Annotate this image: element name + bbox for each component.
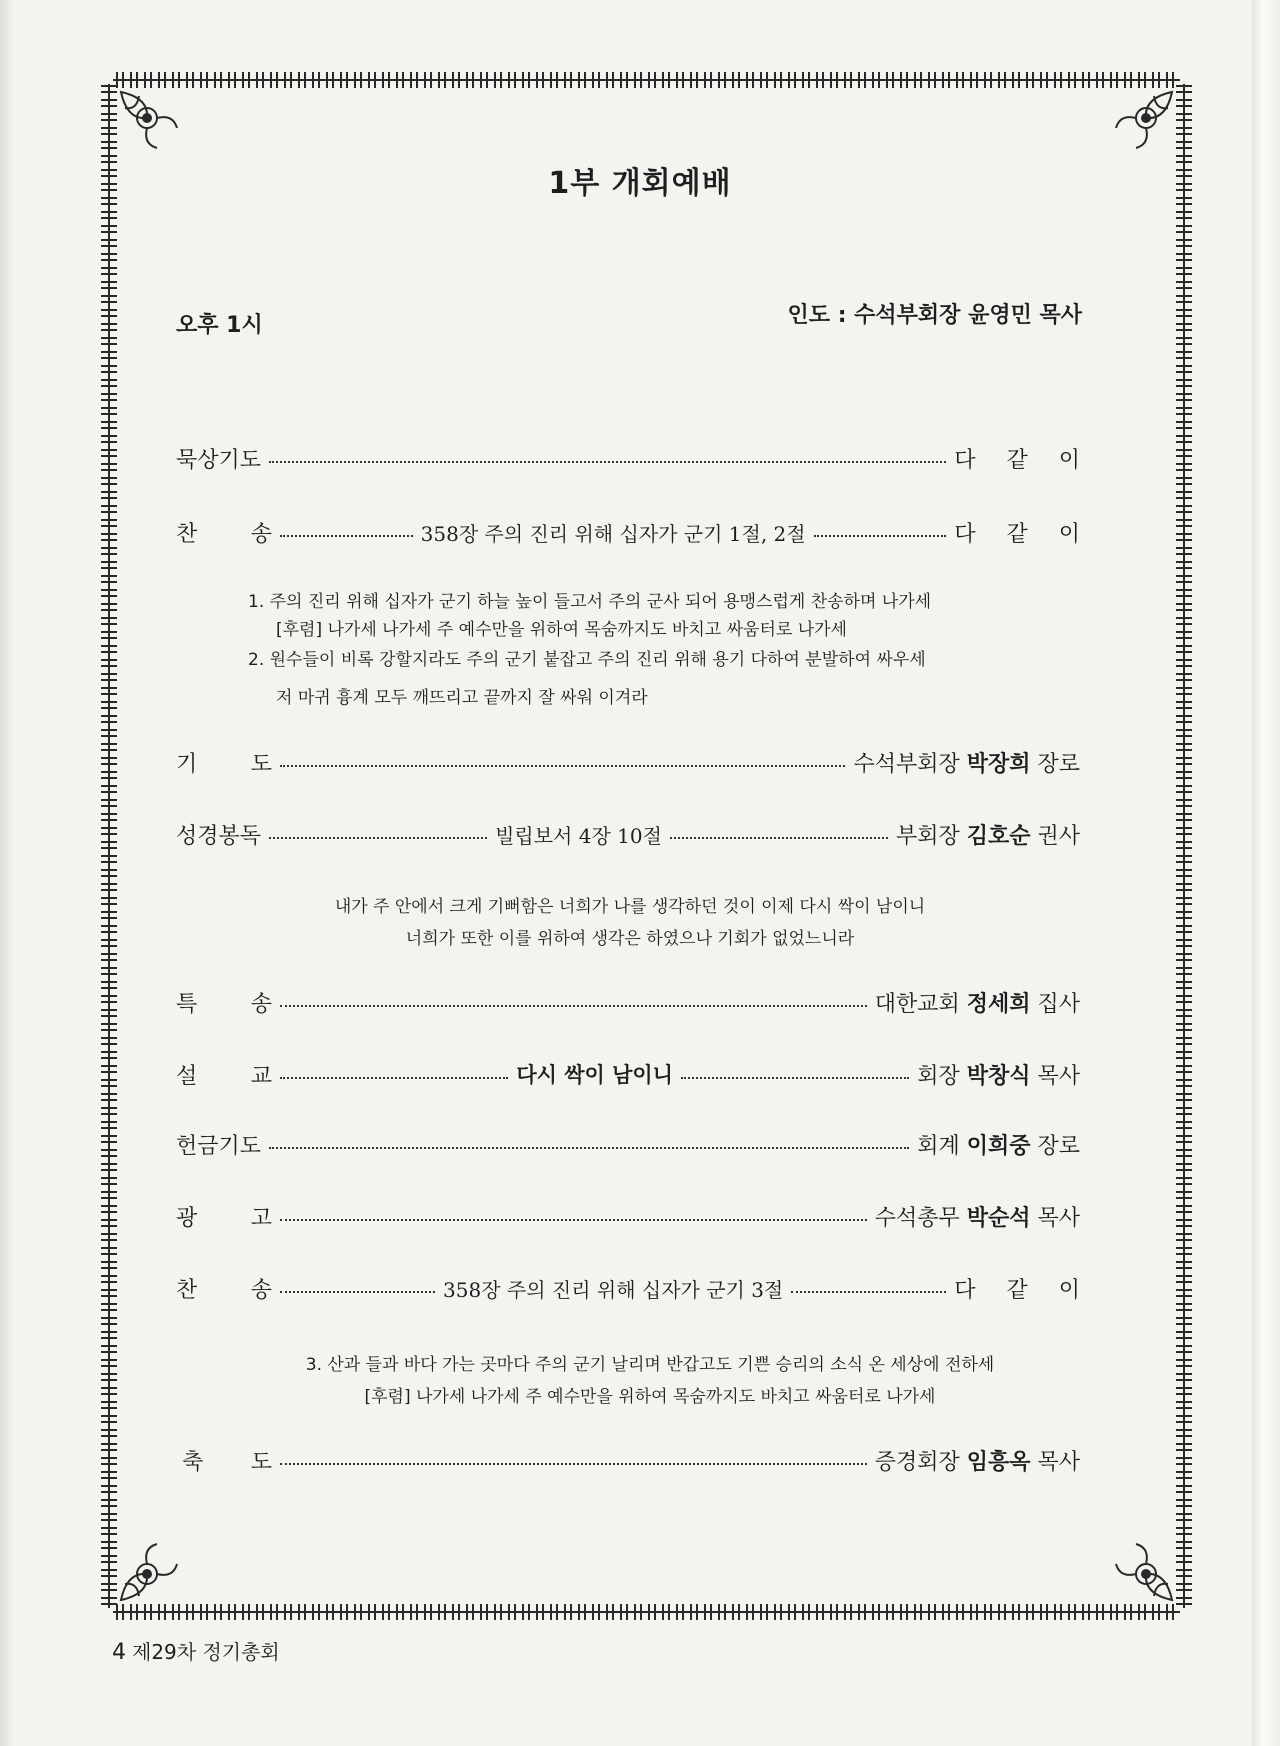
program-performer: [875, 987, 1080, 1018]
page-number: 4: [112, 1640, 126, 1665]
performer-title: 수석총무: [874, 1205, 967, 1231]
label-char: 교: [250, 1063, 272, 1089]
dot-leader: [280, 1219, 867, 1221]
scripture-line: 너희가 또한 이를 위하여 생각은 하였으나 기회가 없었느니라: [405, 929, 855, 949]
hymn-verse-line: 1. 주의 진리 위해 십자가 군기 하늘 높이 들고서 주의 군사 되어 용맹스럽게 찬송하며 나가세: [248, 592, 932, 612]
page-footer: [112, 1636, 280, 1665]
program-label: 성경봉독: [176, 823, 262, 849]
scripture-line: 내가 주 안에서 크게 기뻐함은 너희가 나를 생각하던 것이 이제 다시 싹이 남이니: [334, 897, 926, 917]
sermon-title: 다시 싹이 남이니: [516, 1063, 673, 1087]
dot-leader: [280, 1463, 867, 1465]
performer-name: 정세희: [966, 991, 1031, 1017]
label-char: 특: [176, 991, 198, 1017]
program-label: [176, 747, 272, 778]
program-row: [176, 1198, 1080, 1234]
performer-title: 부회장: [895, 823, 967, 849]
page-gutter: [1252, 0, 1280, 1746]
performer-name: 박순석: [966, 1205, 1031, 1231]
program-label: 묵상기도: [176, 447, 262, 473]
dot-leader: [670, 837, 888, 839]
label-char: 송: [250, 991, 272, 1017]
hymn-verse-line: [후렴] 나가세 나가세 주 예수만을 위하여 목숨까지도 바치고 싸움터로 나가세: [364, 1387, 936, 1407]
chain-border-left: [101, 84, 117, 1608]
dot-leader: [681, 1077, 909, 1079]
event-name: 제29차 정기총회: [132, 1640, 280, 1664]
label-char: 축: [182, 1449, 204, 1475]
dot-leader: [280, 535, 413, 537]
program-performer: [917, 1059, 1080, 1090]
program-performer: 다 같 이: [954, 1277, 1093, 1303]
performer-role: 권사: [1030, 823, 1080, 849]
dot-leader: [269, 461, 946, 463]
program-performer: [853, 747, 1080, 778]
program-row: [182, 1442, 1080, 1478]
performer-role: 장로: [1030, 751, 1080, 777]
label-char: 기: [176, 751, 198, 777]
label-char: 송: [250, 521, 272, 547]
chain-border-right: [1176, 84, 1192, 1608]
performer-name: 이희중: [966, 1133, 1031, 1159]
program-row: [176, 514, 1092, 550]
dot-leader: [814, 535, 947, 537]
performer-name: 김호순: [966, 823, 1031, 849]
program-row: [176, 816, 1080, 852]
performer-role: 목사: [1030, 1449, 1080, 1475]
dot-leader: [269, 837, 487, 839]
performer-title: 수석부회장: [853, 751, 967, 777]
label-char: 찬: [176, 521, 198, 547]
hymn-verse-line: 2. 원수들이 비록 강할지라도 주의 군기 붙잡고 주의 진리 위해 용기 다하여 분발하여 싸우세: [248, 650, 926, 670]
program-performer: [917, 1129, 1080, 1160]
performer-title: 회계: [917, 1133, 967, 1159]
page-title: 1부 개회예배: [548, 166, 732, 201]
dot-leader: [280, 1005, 867, 1007]
program-performer: 다 같 이: [954, 447, 1092, 473]
program-detail: 358장 주의 진리 위해 십자가 군기 1절, 2절: [420, 521, 806, 546]
program-label: [176, 1059, 272, 1090]
corner-ornament-icon: [1112, 1540, 1176, 1604]
program-label: [176, 517, 272, 548]
label-char: 도: [250, 751, 272, 777]
dot-leader: [280, 1077, 508, 1079]
hymn-verse-line: 3. 산과 들과 바다 가는 곳마다 주의 군기 날리며 반갑고도 기쁜 승리의 소식 온 세상에 전하세: [305, 1355, 995, 1375]
program-row: [176, 1270, 1093, 1306]
program-label: 헌금기도: [176, 1133, 262, 1159]
program-detail: 빌립보서 4장 10절: [495, 823, 662, 848]
label-char: 광: [176, 1205, 198, 1231]
dot-leader: [269, 1147, 909, 1149]
service-time: 오후 1시: [176, 313, 263, 338]
dot-leader: [280, 1291, 435, 1293]
dot-leader: [791, 1291, 946, 1293]
program-performer: [875, 1445, 1080, 1476]
performer-role: 목사: [1030, 1063, 1081, 1089]
performer-role: 장로: [1030, 1133, 1080, 1159]
performer-role: 목사: [1030, 1205, 1080, 1231]
hymn-verse-line: [후렴] 나가세 나가세 주 예수만을 위하여 목숨까지도 바치고 싸움터로 나가세: [276, 620, 847, 640]
program-detail: 358장 주의 진리 위해 십자가 군기 3절: [443, 1277, 784, 1302]
label-char: 설: [176, 1063, 198, 1089]
corner-ornament-icon: [1112, 88, 1176, 152]
chain-border-bottom: [113, 1604, 1180, 1620]
corner-ornament-icon: [117, 1540, 181, 1604]
service-leader: 인도 : 수석부회장 윤영민 목사: [787, 303, 1082, 328]
hymn-verse-line: 저 마귀 흉계 모두 깨뜨리고 끝까지 잘 싸워 이겨라: [276, 688, 648, 708]
program-label: [176, 987, 272, 1018]
performer-role: 집사: [1030, 991, 1080, 1017]
label-char: 고: [250, 1205, 272, 1231]
program-label: [182, 1445, 272, 1476]
program-row: [176, 984, 1080, 1020]
program-row: [176, 1126, 1080, 1162]
performer-title: 증경회장: [874, 1449, 967, 1475]
performer-name: 박창식: [966, 1063, 1031, 1089]
program-label: [176, 1273, 272, 1304]
program-performer: [896, 819, 1080, 850]
program-performer: [875, 1201, 1080, 1232]
label-char: 도: [250, 1449, 272, 1475]
program-row: [176, 440, 1092, 476]
performer-name: 임흥옥: [966, 1449, 1031, 1475]
corner-ornament-icon: [117, 88, 181, 152]
performer-name: 박장희: [966, 751, 1031, 777]
program-row: [176, 744, 1080, 780]
performer-title: 회장: [917, 1063, 967, 1089]
label-char: 찬: [176, 1277, 198, 1303]
program-row: [176, 1056, 1080, 1092]
performer-title: 대한교회: [874, 991, 967, 1017]
program-label: [176, 1201, 272, 1232]
label-char: 송: [250, 1277, 272, 1303]
program-performer: 다 같 이: [954, 521, 1092, 547]
page-left-edge: [0, 0, 14, 1746]
chain-border-top: [113, 72, 1180, 88]
dot-leader: [280, 765, 845, 767]
